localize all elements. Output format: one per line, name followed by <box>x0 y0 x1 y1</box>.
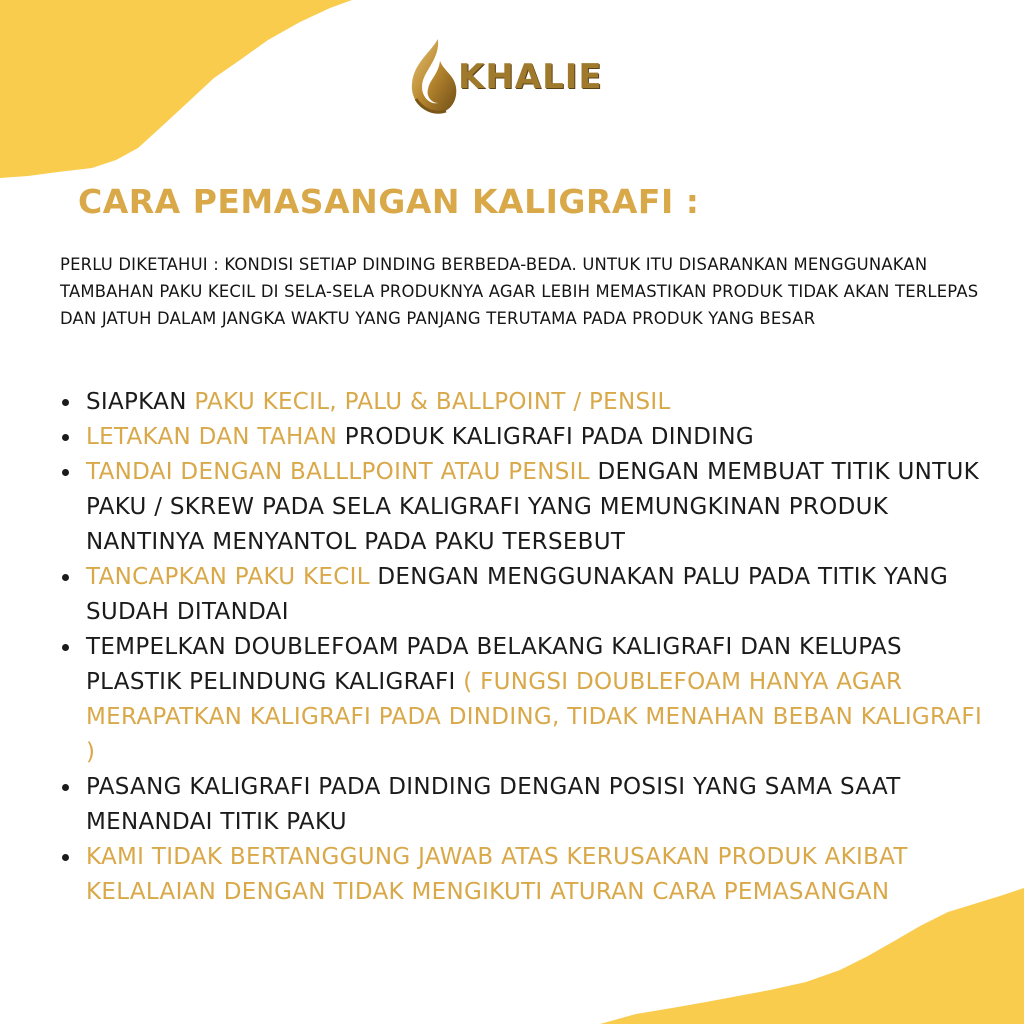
step-text: TEMPELKAN DOUBLEFOAM PADA BELAKANG KALIGRAFI DAN KELUPAS PLASTIK PELINDUNG KALIGRAFI <box>86 634 902 695</box>
step-item <box>60 560 990 630</box>
torn-paper-top-left <box>0 0 352 178</box>
step-highlight: TANDAI DENGAN BALLLPOINT ATAU PENSIL <box>86 459 590 485</box>
installation-steps <box>60 385 990 910</box>
step-item <box>60 630 990 770</box>
step-item <box>60 770 990 840</box>
brand-name: KHALIE <box>458 57 603 97</box>
step-highlight: TANCAPKAN PAKU KECIL <box>86 564 370 590</box>
step-item <box>60 385 990 420</box>
notice-paragraph: PERLU DIKETAHUI : KONDISI SETIAP DINDING BERBEDA-BEDA. UNTUK ITU DISARANKAN MENGGUNAKAN TAMBAHAN PAKU KECIL DI SELA-SELA PRODUKNYA AGAR LEBIH MEMASTIKAN PRODUK TIDAK AKAN TERLEPAS DAN JATUH DALAM JANGKA WAKTU YANG PANJANG TERUTAMA PADA PRODUK YANG BESAR <box>60 255 979 328</box>
step-text: PRODUK KALIGRAFI PADA DINDING <box>337 424 755 450</box>
step-item <box>60 420 990 455</box>
brand-logo <box>400 34 630 120</box>
flame-drop-icon <box>400 35 464 119</box>
step-highlight: ( FUNGSI DOUBLEFOAM HANYA AGAR MERAPATKAN KALIGRAFI PADA DINDING, TIDAK MENAHAN BEBAN KALIGRAFI ) <box>86 669 983 765</box>
page-title: CARA PEMASANGAN KALIGRAFI : <box>78 182 700 221</box>
step-text: DENGAN MENGGUNAKAN PALU PADA TITIK YANG SUDAH DITANDAI <box>86 564 949 625</box>
step-item <box>60 455 990 560</box>
step-item <box>60 840 990 910</box>
step-highlight: KAMI TIDAK BERTANGGUNG JAWAB ATAS KERUSAKAN PRODUK AKIBAT KELALAIAN DENGAN TIDAK MENGIKUTI ATURAN CARA PEMASANGAN <box>86 844 908 905</box>
step-text: PASANG KALIGRAFI PADA DINDING DENGAN POSISI YANG SAMA SAAT MENANDAI TITIK PAKU <box>86 774 901 835</box>
step-text: DENGAN MEMBUAT TITIK UNTUK PAKU / SKREW PADA SELA KALIGRAFI YANG MEMUNGKINAN PRODUK NANTINYA MENYANTOL PADA PAKU TERSEBUT <box>86 459 979 555</box>
step-highlight: PAKU KECIL, PALU & BALLPOINT / PENSIL <box>194 389 671 415</box>
step-highlight: LETAKAN DAN TAHAN <box>86 424 338 450</box>
step-text: SIAPKAN <box>86 389 195 415</box>
